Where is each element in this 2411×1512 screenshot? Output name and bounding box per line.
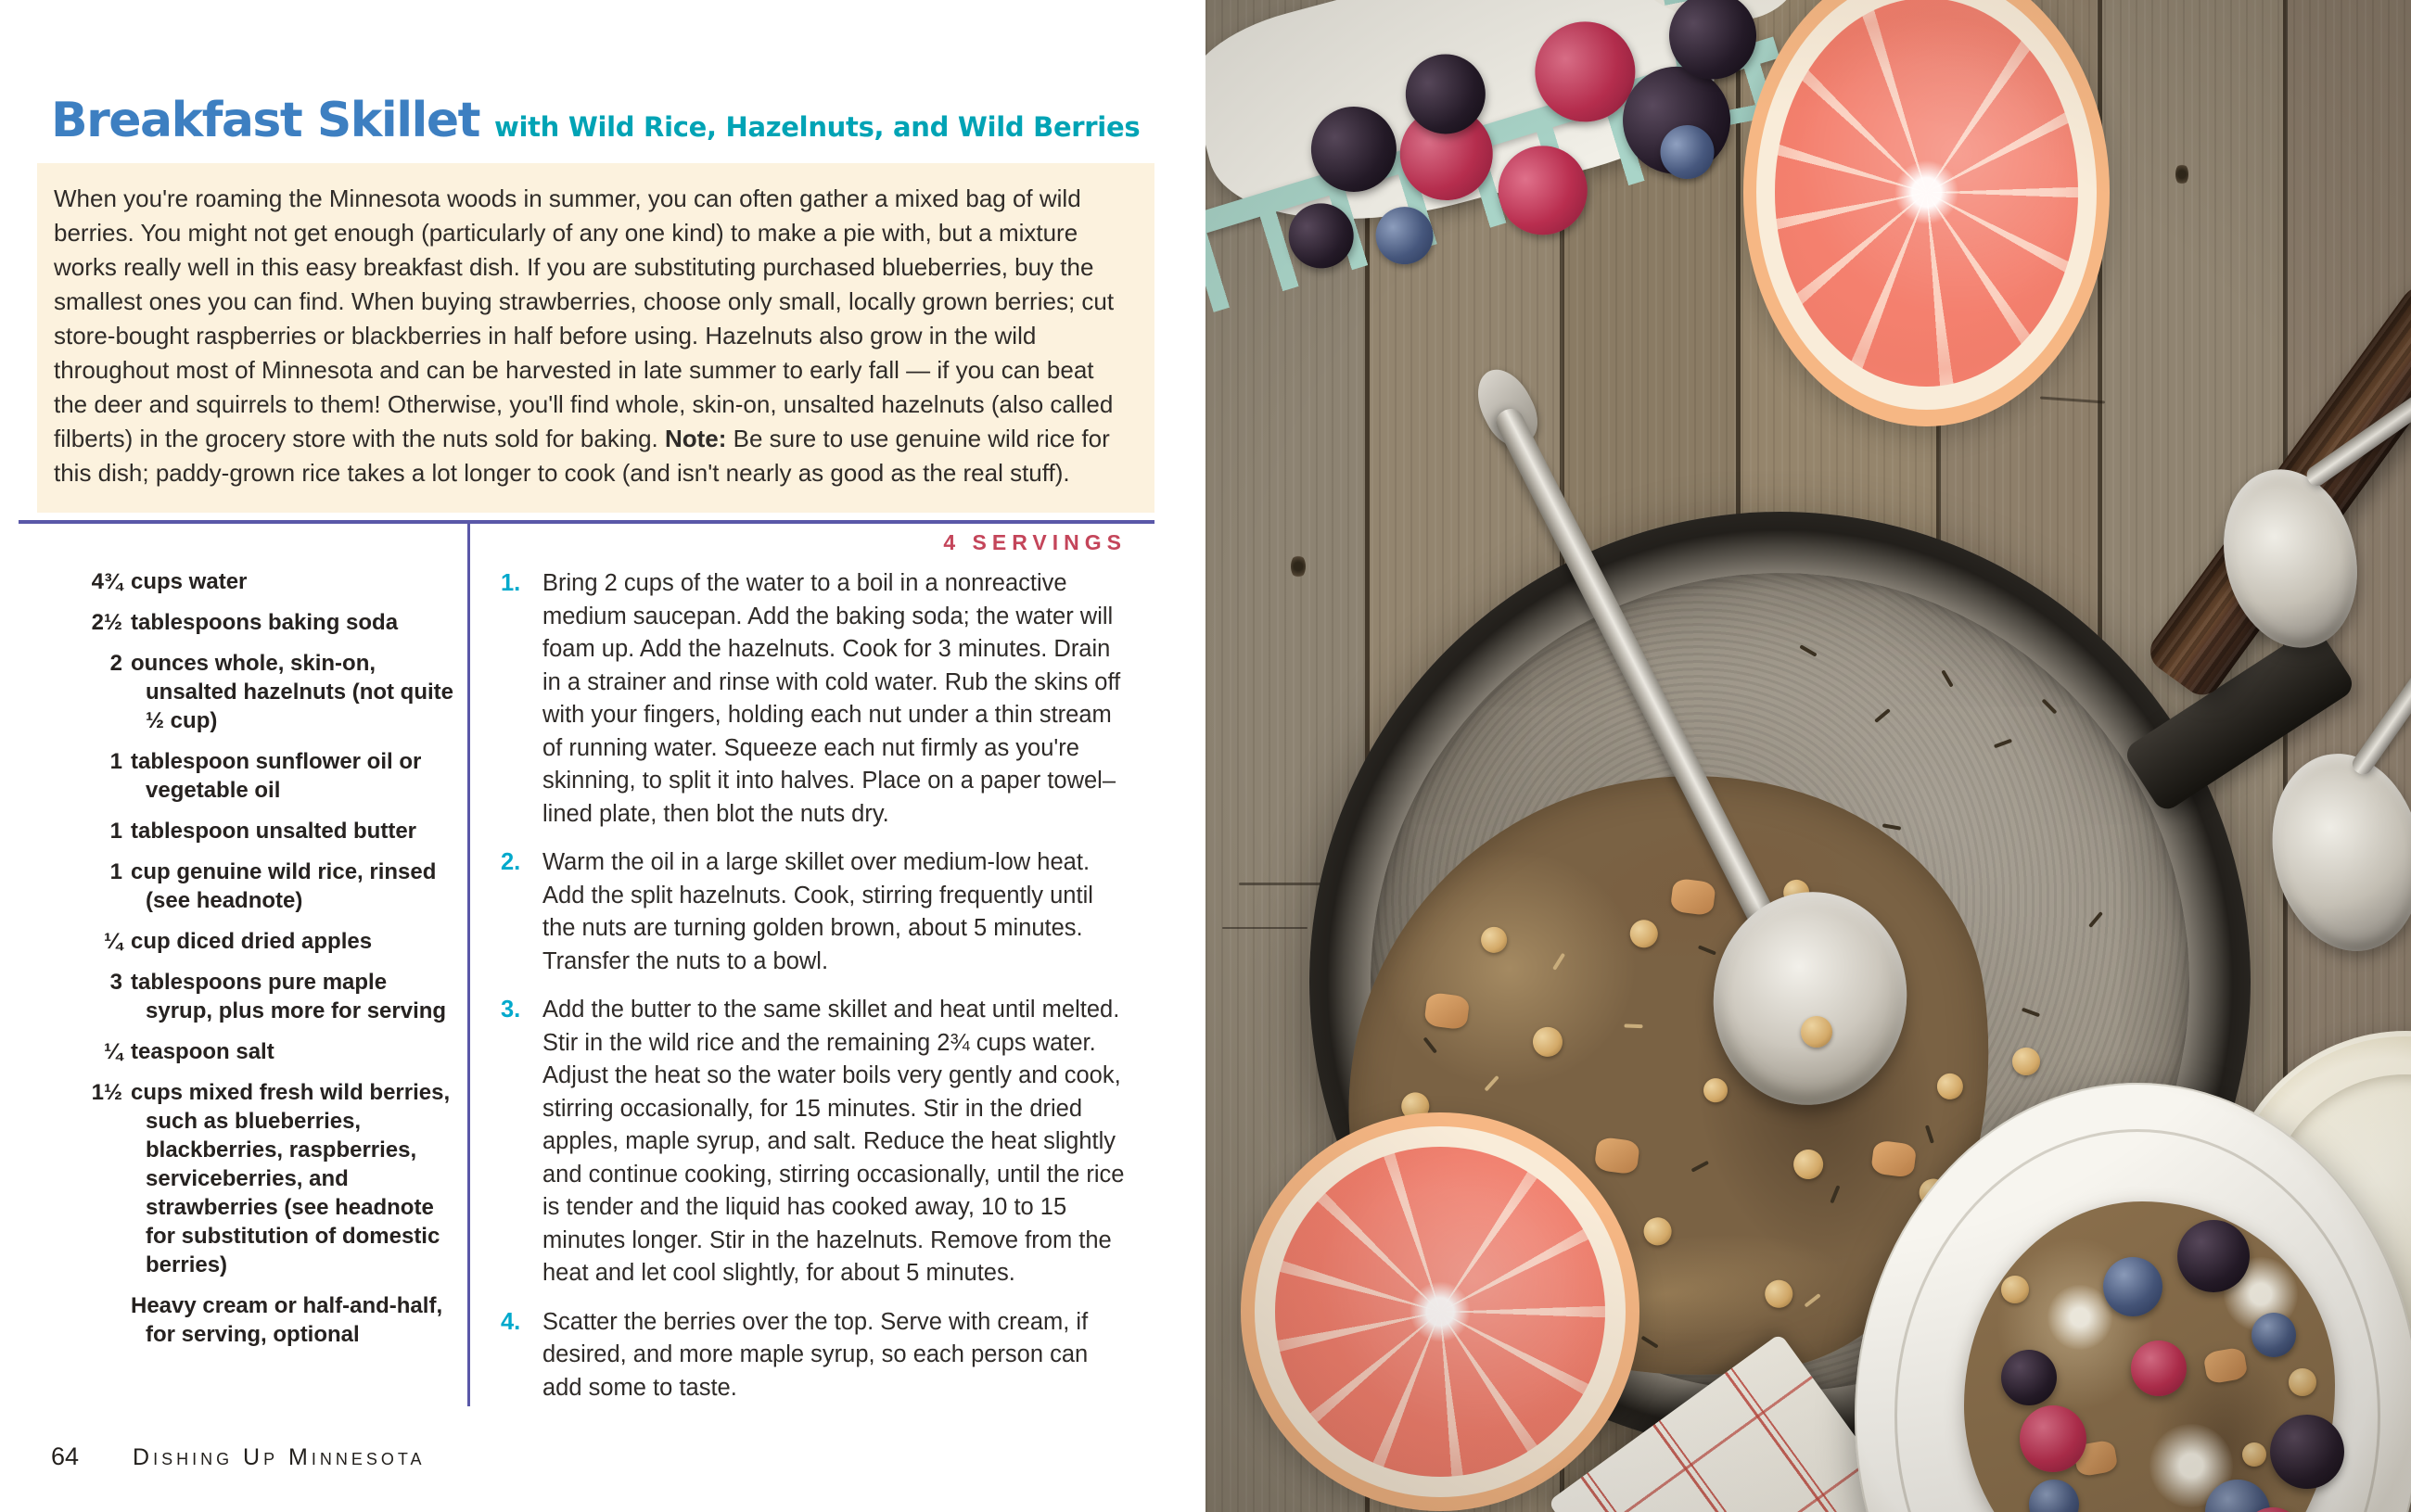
step-text: Bring 2 cups of the water to a boil in a nonreactive medium saucepan. Add the baking soda; the water will foam up. Add the hazelnuts. Cook for 3 minutes. Drain in a strainer and rinse with cold water. Rub the skins off with your fingers, holding each nut under a thin stream of running water. Squeeze each nut firmly as you're skinning, to split it into halves. Place on a paper towel–lined plate, then blot the nuts dry. (542, 570, 1121, 827)
ingredient-text: teaspoon salt (131, 1039, 274, 1064)
ingredient-qty (57, 1291, 122, 1349)
ingredient-row (57, 567, 458, 596)
ingredient-qty: ¼ (103, 929, 122, 954)
photo-vignette (1206, 0, 2411, 1512)
ingredient-qty: 1 (109, 749, 122, 774)
servings-badge: 4 SERVINGS (943, 530, 1127, 554)
step-row (501, 567, 1128, 831)
page-number: 64 (51, 1442, 80, 1470)
ingredient-qty: 1½ (91, 1080, 122, 1105)
step-text: Scatter the berries over the top. Serve with cream, if desired, and more maple syrup, so each person can add some to taste. (542, 1308, 1089, 1401)
page-title: Breakfast Skillet (51, 93, 479, 148)
ingredient-row (57, 968, 458, 1025)
ingredients-list (57, 567, 458, 1361)
book-title: Dishing Up Minnesota (133, 1444, 426, 1470)
step-text: Add the butter to the same skillet and heat until melted. Stir in the wild rice and the remaining 2¾ cups water. Adjust the heat so the water boils very gently and cook, stirring occasionally, for 15 minutes. Stir in the dried apples, maple syrup, and salt. Reduce the heat slightly and continue cooking, stirring occasionally, until the rice is tender and the liquid has cooked away, 10 to 15 minutes longer. Stir in the hazelnuts. Remove from the heat and let cool slightly, for about 5 minutes. (542, 997, 1125, 1286)
ingredient-text: ounces whole, skin-on, unsalted hazelnuts (not quite ½ cup) (131, 651, 454, 733)
ingredient-row (57, 927, 458, 956)
ingredient-text: cup diced dried apples (131, 929, 373, 954)
ingredient-text: tablespoon sunflower oil or vegetable oil (131, 749, 422, 803)
step-row (501, 1306, 1128, 1405)
ingredient-text: cup genuine wild rice, rinsed (see headnote) (131, 859, 437, 913)
ingredient-row (57, 858, 458, 915)
headnote-note-text: Be sure to use genuine wild rice for this dish; paddy-grown rice takes a lot longer to cook (and isn't nearly as good as the real stuff). (54, 425, 1110, 487)
step-number: 1. (501, 570, 521, 596)
recipe-subtitle: with Wild Rice, Hazelnuts, and Wild Berries (493, 111, 1141, 143)
headnote-text: When you're roaming the Minnesota woods in summer, you can often gather a mixed bag of wild berries. You might not get enough (particularly of any one kind) to make a pie with, but a mixture works really well in this easy breakfast dish. If you are substituting purchased blueberries, buy the smallest ones you can find. When buying strawberries, choose only small, locally grown berries; cut store-bought raspberries or blackberries in half before using. Hazelnuts also grow in the wild throughout most of Minnesota and can be harvested in late summer to early fall — if you can beat the deer and squirrels to them! Otherwise, you'll find whole, skin-on, unsalted hazelnuts (also called filberts) in the grocery store with the nuts sold for baking. (54, 184, 1115, 452)
column-divider (467, 520, 470, 1406)
recipe-photo (1206, 0, 2411, 1512)
ingredient-text: Heavy cream or half-and-half, for serving, optional (131, 1293, 443, 1347)
ingredient-qty: 2½ (91, 610, 122, 635)
ingredient-text: tablespoons baking soda (131, 610, 399, 635)
page-footer (51, 1442, 426, 1471)
ingredient-qty: ¼ (103, 1039, 122, 1064)
ingredient-text: tablespoon unsalted butter (131, 819, 417, 844)
ingredient-row (57, 1037, 458, 1066)
step-row (501, 846, 1128, 978)
ingredient-row (57, 608, 458, 637)
ingredient-qty: 4¾ (91, 569, 122, 594)
step-number: 3. (501, 997, 521, 1023)
headnote (37, 163, 1154, 513)
ingredient-text: tablespoons pure maple syrup, plus more for serving (131, 970, 447, 1023)
section-rule (19, 520, 1154, 524)
ingredient-qty: 3 (109, 970, 122, 995)
ingredient-qty: 2 (109, 651, 122, 676)
step-row (501, 994, 1128, 1290)
ingredient-row (57, 747, 458, 805)
ingredient-row (57, 1291, 458, 1349)
ingredient-row (57, 649, 458, 735)
ingredient-row (57, 817, 458, 845)
ingredient-row (57, 1078, 458, 1279)
ingredient-qty: 1 (109, 819, 122, 844)
step-number: 4. (501, 1308, 521, 1335)
step-number: 2. (501, 849, 521, 875)
ingredient-text: cups water (131, 569, 248, 594)
ingredient-text: cups mixed fresh wild berries, such as blueberries, blackberries, raspberries, serviceberries, and strawberries (see headnote for substitution of domestic berries) (131, 1080, 451, 1277)
recipe-header (51, 93, 1154, 148)
note-label: Note: (664, 425, 727, 452)
step-text: Warm the oil in a large skillet over medium-low heat. Add the split hazelnuts. Cook, stirring frequently until the nuts are turning golden brown, about 5 minutes. Transfer the nuts to a bowl. (542, 849, 1093, 974)
steps-list (501, 567, 1128, 1420)
ingredient-qty: 1 (109, 859, 122, 884)
